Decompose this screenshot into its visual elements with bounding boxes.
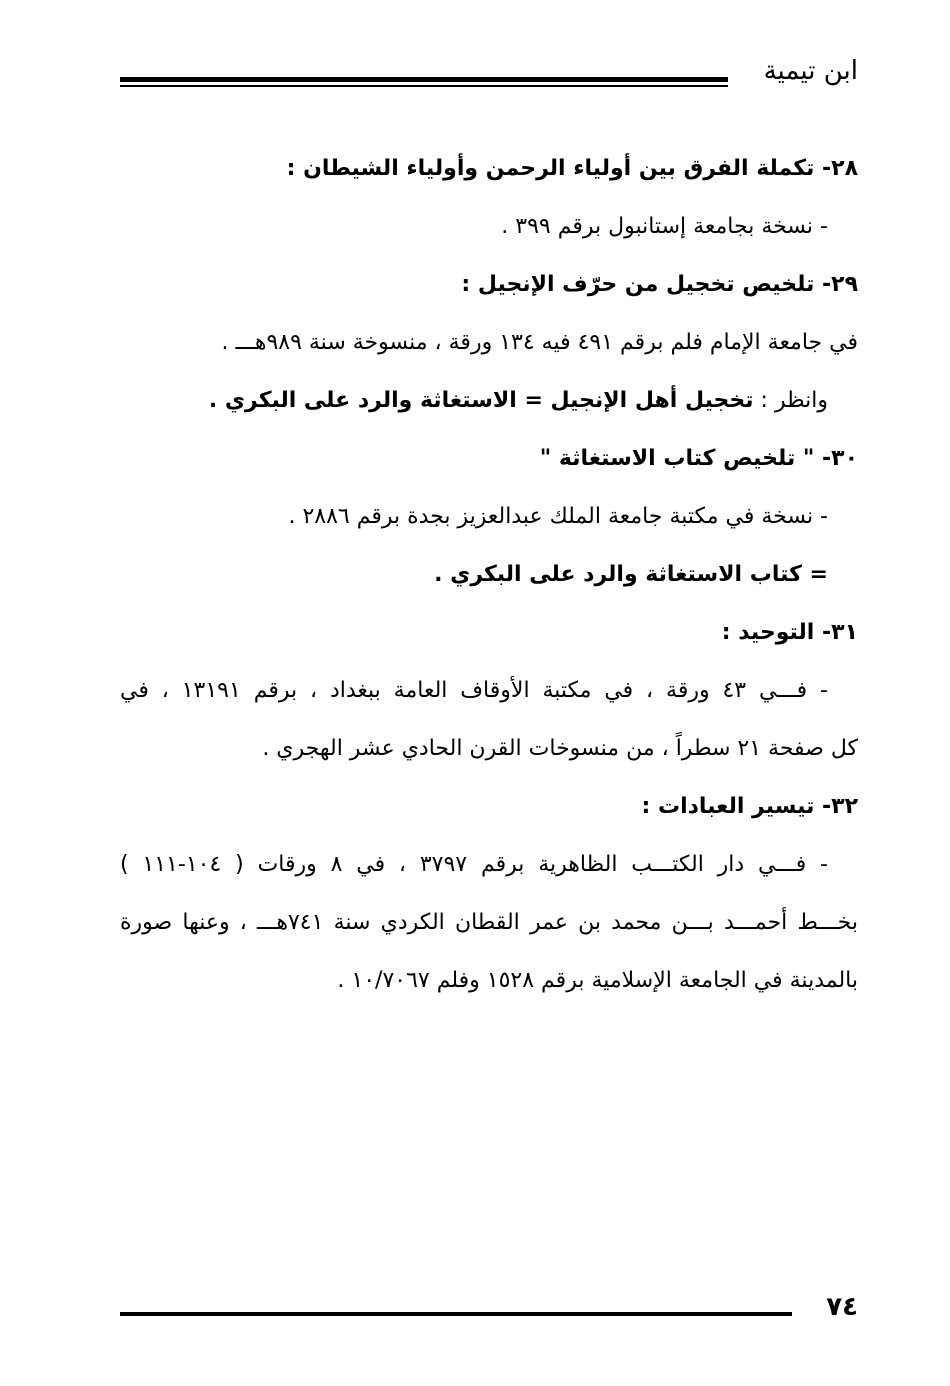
entry-30-heading: ٣٠- " تلخيص كتاب الاستغاثة "	[539, 446, 858, 471]
see-also-reference: تخجيل أهل الإنجيل = الاستغاثة والرد على البكري .	[208, 388, 754, 413]
entry-32-line-1: - فـــي دار الكتـــب الظاهرية برقم ٣٧٩٧ ، في ٨ ورقات ( ١٠٤-١١١ )	[120, 852, 828, 877]
entry-30-line-1: - نسخة في مكتبة جامعة الملك عبدالعزيز بجدة برقم ٢٨٨٦ .	[288, 504, 828, 529]
entry-31-line-1: - فـــي ٤٣ ورقة ، في مكتبة الأوقاف العامة ببغداد ، برقم ١٣١٩١ ، في	[120, 678, 828, 703]
running-header-title: ابن تيمية	[763, 56, 858, 86]
page-footer	[120, 1292, 858, 1332]
entry-28-line-1: - نسخة بجامعة إستانبول برقم ٣٩٩ .	[501, 214, 828, 239]
header-rule-thick	[120, 77, 728, 82]
page-body	[120, 140, 858, 1010]
entry-29-line-1: في جامعة الإمام فلم برقم ٤٩١ فيه ١٣٤ ورقة ، منسوخة سنة ٩٨٩هـــ .	[221, 330, 858, 355]
running-header	[120, 56, 858, 96]
entry-30-line-2: = كتاب الاستغاثة والرد على البكري .	[434, 562, 828, 587]
entry-31-line-2: كل صفحة ٢١ سطراً ، من منسوخات القرن الحادي عشر الهجري .	[262, 736, 858, 761]
entry-32-line-2: بخـــط أحمـــد بـــن محمد بن عمر القطان الكردي سنة ٧٤١هـــ ، وعنها صورة	[120, 910, 858, 935]
page-number: ٧٤	[826, 1292, 858, 1322]
entry-29-heading: ٢٩- تلخيص تخجيل من حرّف الإنجيل :	[461, 272, 858, 297]
footer-rule	[120, 1312, 792, 1316]
header-rule-thin	[120, 85, 728, 87]
entry-31-heading: ٣١- التوحيد :	[721, 620, 858, 645]
entry-29-line-2	[120, 372, 858, 430]
entry-32-line-3: بالمدينة في الجامعة الإسلامية برقم ١٥٢٨ وفلم ١٠/٧٠٦٧ .	[337, 968, 858, 993]
entry-32-heading: ٣٢- تيسير العبادات :	[641, 794, 858, 819]
see-also-label: وانظر :	[760, 388, 828, 413]
entry-28-heading: ٢٨- تكملة الفرق بين أولياء الرحمن وأولياء الشيطان :	[286, 156, 858, 181]
